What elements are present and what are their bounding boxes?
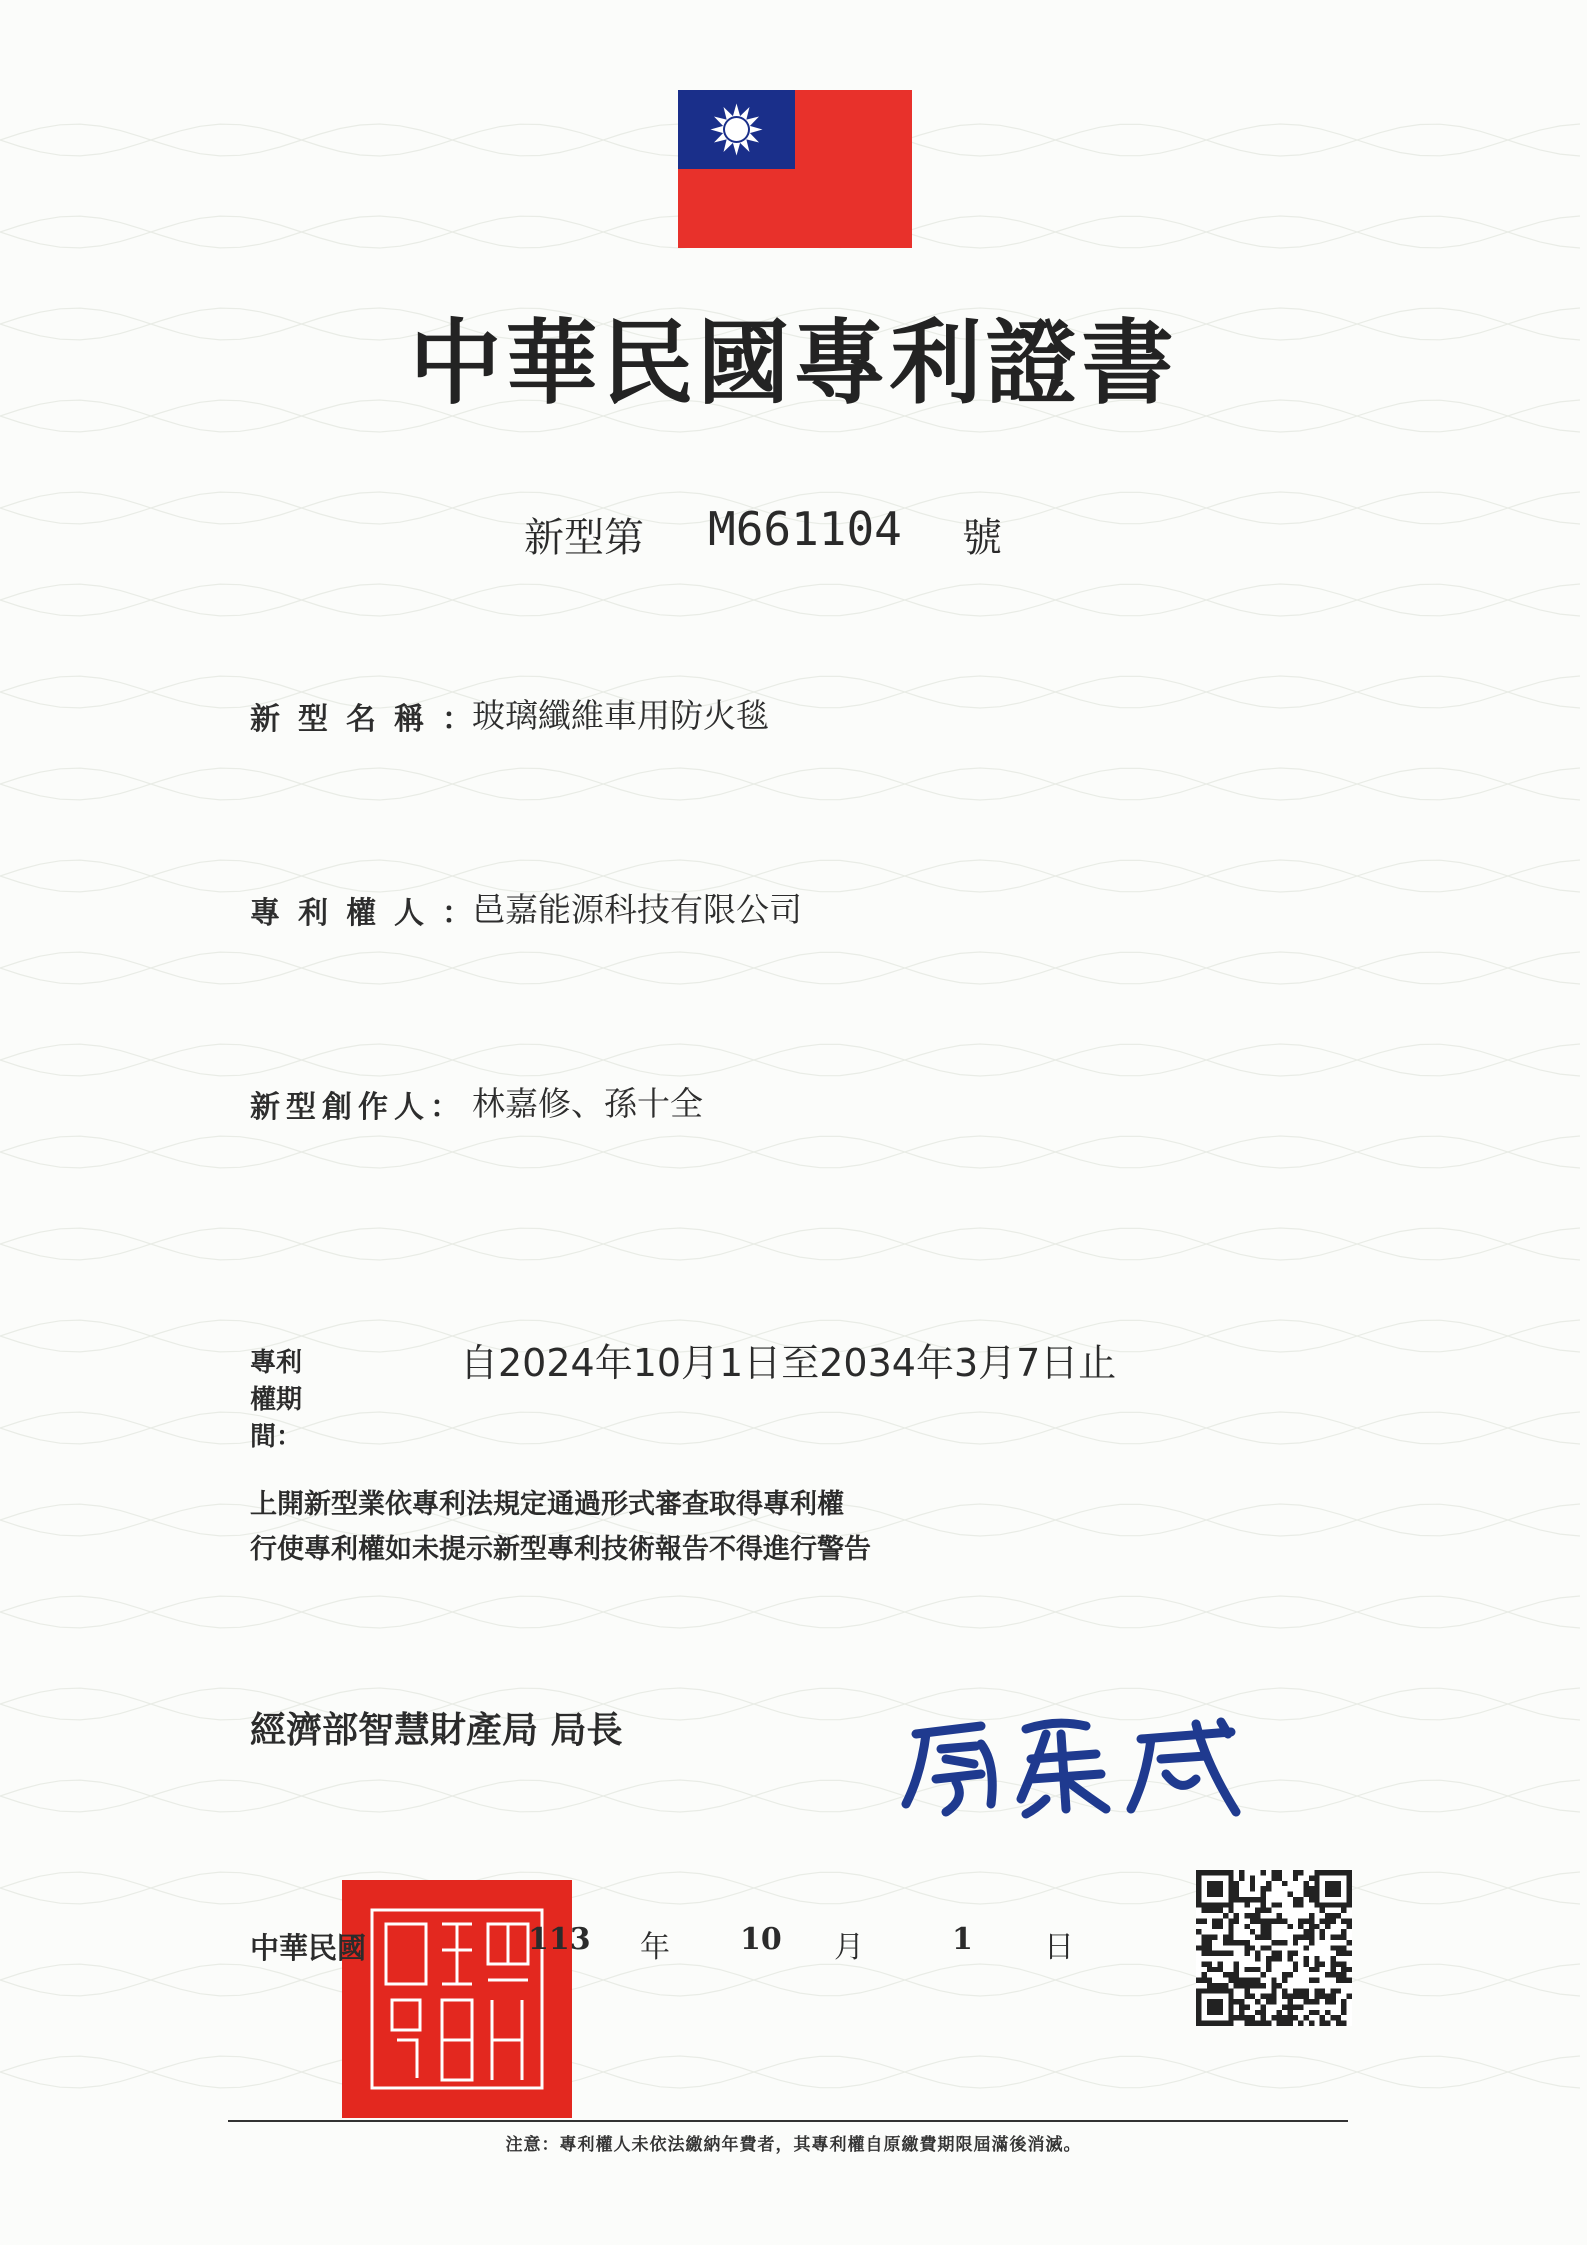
month-unit: 月	[834, 1930, 864, 1965]
patent-term-value: 自2024年10月1日至2034年3月7日止	[460, 1341, 1117, 1385]
field-value: 邑嘉能源科技有限公司	[472, 890, 802, 929]
patent-number: M661104	[708, 502, 902, 556]
issue-year: 113	[528, 1922, 591, 1957]
field-value: 玻璃纖維車用防火毯	[472, 696, 769, 735]
patent-number-prefix: 新型第	[524, 515, 644, 561]
patent-number-suffix: 號	[962, 515, 1002, 561]
official-seal-stamp	[342, 1880, 572, 2118]
qr-code	[1196, 1870, 1352, 2026]
field-label: 專利權人：	[250, 896, 490, 931]
issue-day: 1	[952, 1922, 973, 1957]
day-unit: 日	[1044, 1930, 1074, 1965]
footer-note: 注意：專利權人未依法繳納年費者，其專利權自原繳費期限屆滿後消滅。	[505, 2135, 1082, 2155]
legal-statement	[250, 1482, 871, 1572]
legal-statement-line: 行使專利權如未提示新型專利技術報告不得進行警告	[250, 1534, 871, 1565]
national-flag-icon	[678, 90, 912, 248]
year-unit: 年	[640, 1930, 670, 1965]
certificate-title: 中華民國專利證書	[409, 309, 1178, 417]
footer-divider	[228, 2120, 1348, 2122]
issue-month: 10	[740, 1922, 782, 1957]
issuing-office: 經濟部智慧財產局 局長	[250, 1710, 623, 1751]
field-label: 新型創作人：	[250, 1090, 466, 1125]
legal-statement-line: 上開新型業依專利法規定通過形式審查取得專利權	[250, 1489, 844, 1520]
director-signature	[896, 1704, 1246, 1824]
patent-term-label: 專利權期間：	[250, 1348, 303, 1452]
field-label: 新型名稱：	[250, 702, 490, 737]
field-value: 林嘉修、孫十全	[472, 1084, 703, 1123]
issue-date-prefix: 中華民國	[250, 1931, 367, 1965]
